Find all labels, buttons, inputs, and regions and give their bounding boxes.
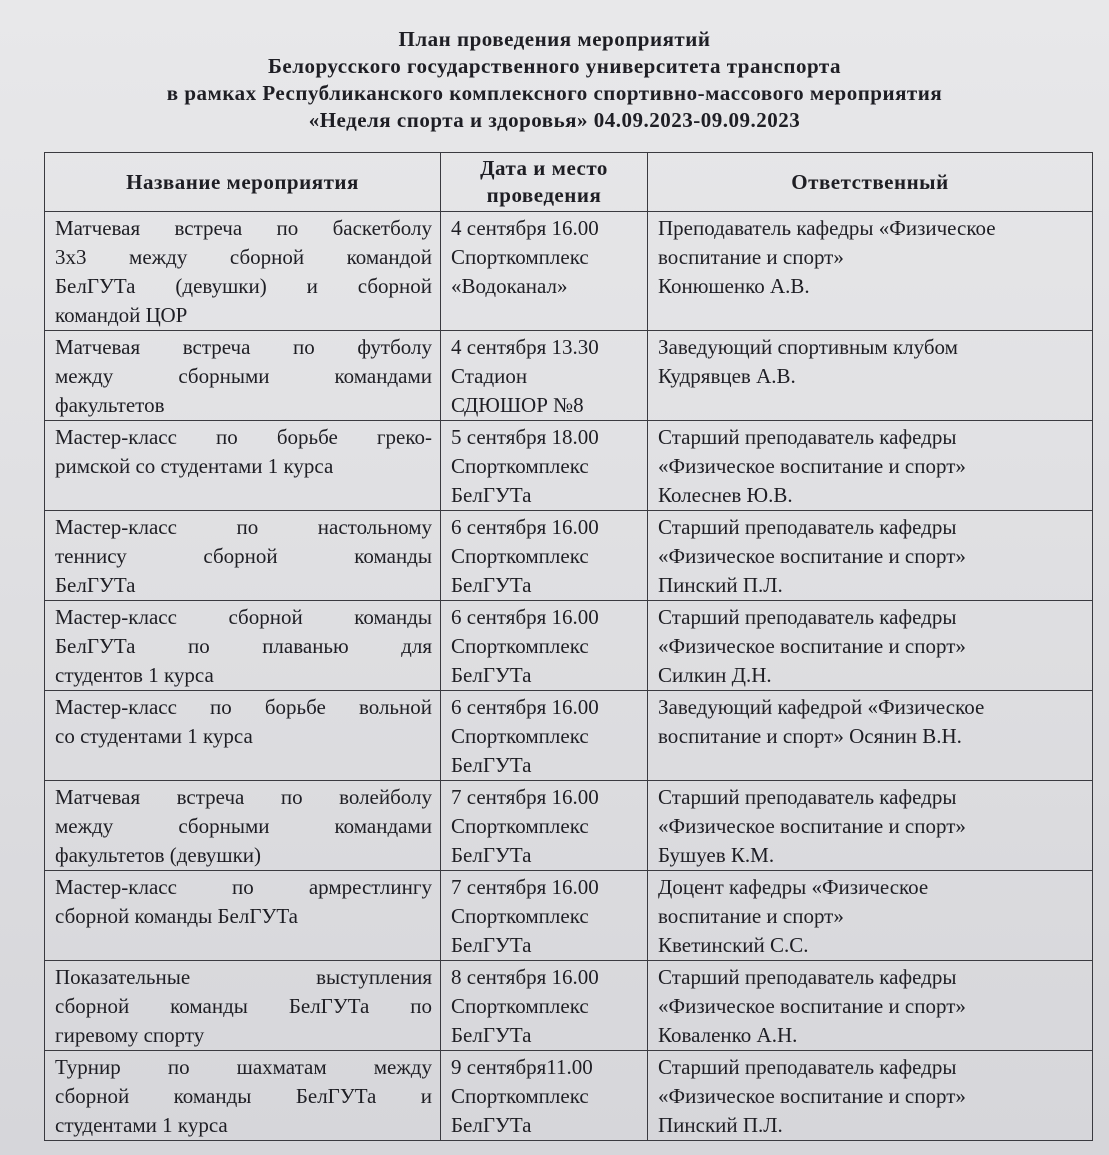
cell-text-line: БелГУТа (451, 483, 532, 507)
cell-text-line: Спорткомплекс (451, 245, 589, 269)
cell-text-line: «Физическое воспитание и спорт» (658, 544, 966, 568)
cell-text-line: сборной команды БелГУТа (55, 904, 298, 928)
date-place-cell (441, 961, 648, 1051)
cell-text-line: со студентами 1 курса (55, 724, 253, 748)
cell-text-line: командой ЦОР (55, 303, 188, 327)
cell-text-line: Спорткомплекс (451, 724, 589, 748)
cell-text-line: Матчевая встреча по волейболу (55, 785, 432, 809)
cell-text-line: римской со студентами 1 курса (55, 454, 334, 478)
cell-text-line: Спорткомплекс (451, 994, 589, 1018)
table-row (45, 331, 1093, 421)
cell-text-line: Спорткомплекс (451, 454, 589, 478)
cell-text-line: 7 сентября 16.00 (451, 785, 599, 809)
cell-text-line: «Физическое воспитание и спорт» (658, 454, 966, 478)
cell-text-line: БелГУТа (55, 573, 136, 597)
table-row (45, 871, 1093, 961)
cell-text-line: Мастер-класс по борьбе вольной (55, 695, 432, 719)
event-name-cell (45, 691, 441, 781)
responsible-cell (648, 871, 1093, 961)
header-line-4: «Неделя спорта и здоровья» 04.09.2023-09.09.2023 (308, 108, 801, 132)
responsible-cell (648, 511, 1093, 601)
cell-text-line: Старший преподаватель кафедры (658, 1055, 957, 1079)
table-row (45, 961, 1093, 1051)
cell-text-line: Спорткомплекс (451, 1084, 589, 1108)
responsible-cell (648, 961, 1093, 1051)
cell-text-line: БелГУТа (девушки) и сборной (55, 274, 432, 298)
cell-text-line: воспитание и спорт» (658, 245, 844, 269)
header-line-3: в рамках Республиканского комплексного спортивно-массового мероприятия (166, 81, 943, 105)
cell-text-line: 8 сентября 16.00 (451, 965, 599, 989)
cell-text-line: факультетов (девушки) (55, 843, 262, 867)
cell-text-line: Силкин Д.Н. (658, 663, 772, 687)
responsible-cell (648, 212, 1093, 331)
cell-text-line: между сборными командами (55, 364, 432, 388)
table-row (45, 421, 1093, 511)
table-row (45, 212, 1093, 331)
cell-text-line: гиревому спорту (55, 1023, 205, 1047)
cell-text-line: Колеснев Ю.В. (658, 483, 793, 507)
event-name-cell (45, 871, 441, 961)
table-body (45, 212, 1093, 1141)
date-place-cell (441, 421, 648, 511)
event-name-cell (45, 961, 441, 1051)
cell-text-line: воспитание и спорт» (658, 904, 844, 928)
date-place-cell (441, 331, 648, 421)
cell-text-line: Матчевая встреча по футболу (55, 335, 432, 359)
column-header-name: Название мероприятия (45, 153, 441, 212)
cell-text-line: Пинский П.Л. (658, 1113, 783, 1137)
event-name-cell (45, 421, 441, 511)
cell-text-line: Бушуев К.М. (658, 843, 775, 867)
cell-text-line: «Водоканал» (451, 274, 568, 298)
cell-text-line: Мастер-класс по армрестлингу (55, 875, 432, 899)
cell-text-line: Кветинский С.С. (658, 933, 809, 957)
date-place-cell (441, 511, 648, 601)
cell-text-line: студентами 1 курса (55, 1113, 228, 1137)
cell-text-line: Спорткомплекс (451, 814, 589, 838)
responsible-cell (648, 331, 1093, 421)
cell-text-line: Конюшенко А.В. (658, 274, 810, 298)
cell-text-line: БелГУТа (451, 1113, 532, 1137)
cell-text-line: СДЮШОР №8 (451, 393, 584, 417)
cell-text-line: БелГУТа (451, 933, 532, 957)
cell-text-line: Турнир по шахматам между (55, 1055, 432, 1079)
table-row (45, 511, 1093, 601)
cell-text-line: Показательные выступления (55, 965, 432, 989)
cell-text-line: 3х3 между сборной командой (55, 245, 432, 269)
cell-text-line: Мастер-класс по настольному (55, 515, 432, 539)
cell-text-line: Кудрявцев А.В. (658, 364, 796, 388)
cell-text-line: Заведующий кафедрой «Физическое (658, 695, 985, 719)
column-header-responsible: Ответственный (648, 153, 1093, 212)
cell-text-line: 6 сентября 16.00 (451, 605, 599, 629)
cell-text-line: воспитание и спорт» Осянин В.Н. (658, 724, 962, 748)
cell-text-line: теннису сборной команды (55, 544, 432, 568)
cell-text-line: «Физическое воспитание и спорт» (658, 1084, 966, 1108)
date-place-cell (441, 601, 648, 691)
cell-text-line: 6 сентября 16.00 (451, 515, 599, 539)
header-line-1: План проведения мероприятий (398, 27, 711, 51)
header-line-2: Белорусского государственного университета транспорта (268, 54, 841, 78)
cell-text-line: «Физическое воспитание и спорт» (658, 634, 966, 658)
cell-text-line: «Физическое воспитание и спорт» (658, 814, 966, 838)
cell-text-line: Доцент кафедры «Физическое (658, 875, 929, 899)
responsible-cell (648, 691, 1093, 781)
date-place-cell (441, 691, 648, 781)
date-place-cell (441, 781, 648, 871)
responsible-cell (648, 421, 1093, 511)
table-row (45, 601, 1093, 691)
cell-text-line: 5 сентября 18.00 (451, 425, 599, 449)
event-name-cell (45, 511, 441, 601)
cell-text-line: Спорткомплекс (451, 544, 589, 568)
cell-text-line: 9 сентября11.00 (451, 1055, 593, 1079)
cell-text-line: 4 сентября 13.30 (451, 335, 599, 359)
cell-text-line: Старший преподаватель кафедры (658, 785, 957, 809)
cell-text-line: Старший преподаватель кафедры (658, 515, 957, 539)
cell-text-line: Матчевая встреча по баскетболу (55, 216, 432, 240)
date-place-cell (441, 871, 648, 961)
cell-text-line: Мастер-класс по борьбе греко- (55, 425, 432, 449)
table-row (45, 691, 1093, 781)
cell-text-line: «Физическое воспитание и спорт» (658, 994, 966, 1018)
cell-text-line: БелГУТа (451, 1023, 532, 1047)
cell-text-line: Мастер-класс сборной команды (55, 605, 432, 629)
cell-text-line: сборной команды БелГУТа и (55, 1084, 432, 1108)
cell-text-line: между сборными командами (55, 814, 432, 838)
cell-text-line: Заведующий спортивным клубом (658, 335, 958, 359)
responsible-cell (648, 601, 1093, 691)
date-place-cell (441, 1051, 648, 1141)
table-header-row (45, 153, 1093, 212)
responsible-cell (648, 781, 1093, 871)
column-header-date-place: Дата и место проведения (441, 153, 648, 212)
cell-text-line: Старший преподаватель кафедры (658, 605, 957, 629)
cell-text-line: факультетов (55, 393, 165, 417)
events-table (44, 152, 1093, 1141)
cell-text-line: 6 сентября 16.00 (451, 695, 599, 719)
cell-text-line: Стадион (451, 364, 528, 388)
cell-text-line: Коваленко А.Н. (658, 1023, 798, 1047)
cell-text-line: БелГУТа (451, 843, 532, 867)
event-name-cell (45, 781, 441, 871)
cell-text-line: БелГУТа (451, 663, 532, 687)
cell-text-line: 7 сентября 16.00 (451, 875, 599, 899)
cell-text-line: БелГУТа по плаванью для (55, 634, 432, 658)
table-row (45, 1051, 1093, 1141)
event-name-cell (45, 601, 441, 691)
cell-text-line: Пинский П.Л. (658, 573, 783, 597)
cell-text-line: БелГУТа (451, 753, 532, 777)
event-name-cell (45, 212, 441, 331)
cell-text-line: студентов 1 курса (55, 663, 214, 687)
cell-text-line: Старший преподаватель кафедры (658, 425, 957, 449)
cell-text-line: Старший преподаватель кафедры (658, 965, 957, 989)
cell-text-line: Спорткомплекс (451, 904, 589, 928)
cell-text-line: сборной команды БелГУТа по (55, 994, 432, 1018)
date-place-cell (441, 212, 648, 331)
responsible-cell (648, 1051, 1093, 1141)
event-name-cell (45, 331, 441, 421)
cell-text-line: Преподаватель кафедры «Физическое (658, 216, 996, 240)
cell-text-line: БелГУТа (451, 573, 532, 597)
cell-text-line: 4 сентября 16.00 (451, 216, 599, 240)
table-row (45, 781, 1093, 871)
document-header (0, 26, 1109, 134)
cell-text-line: Спорткомплекс (451, 634, 589, 658)
event-name-cell (45, 1051, 441, 1141)
